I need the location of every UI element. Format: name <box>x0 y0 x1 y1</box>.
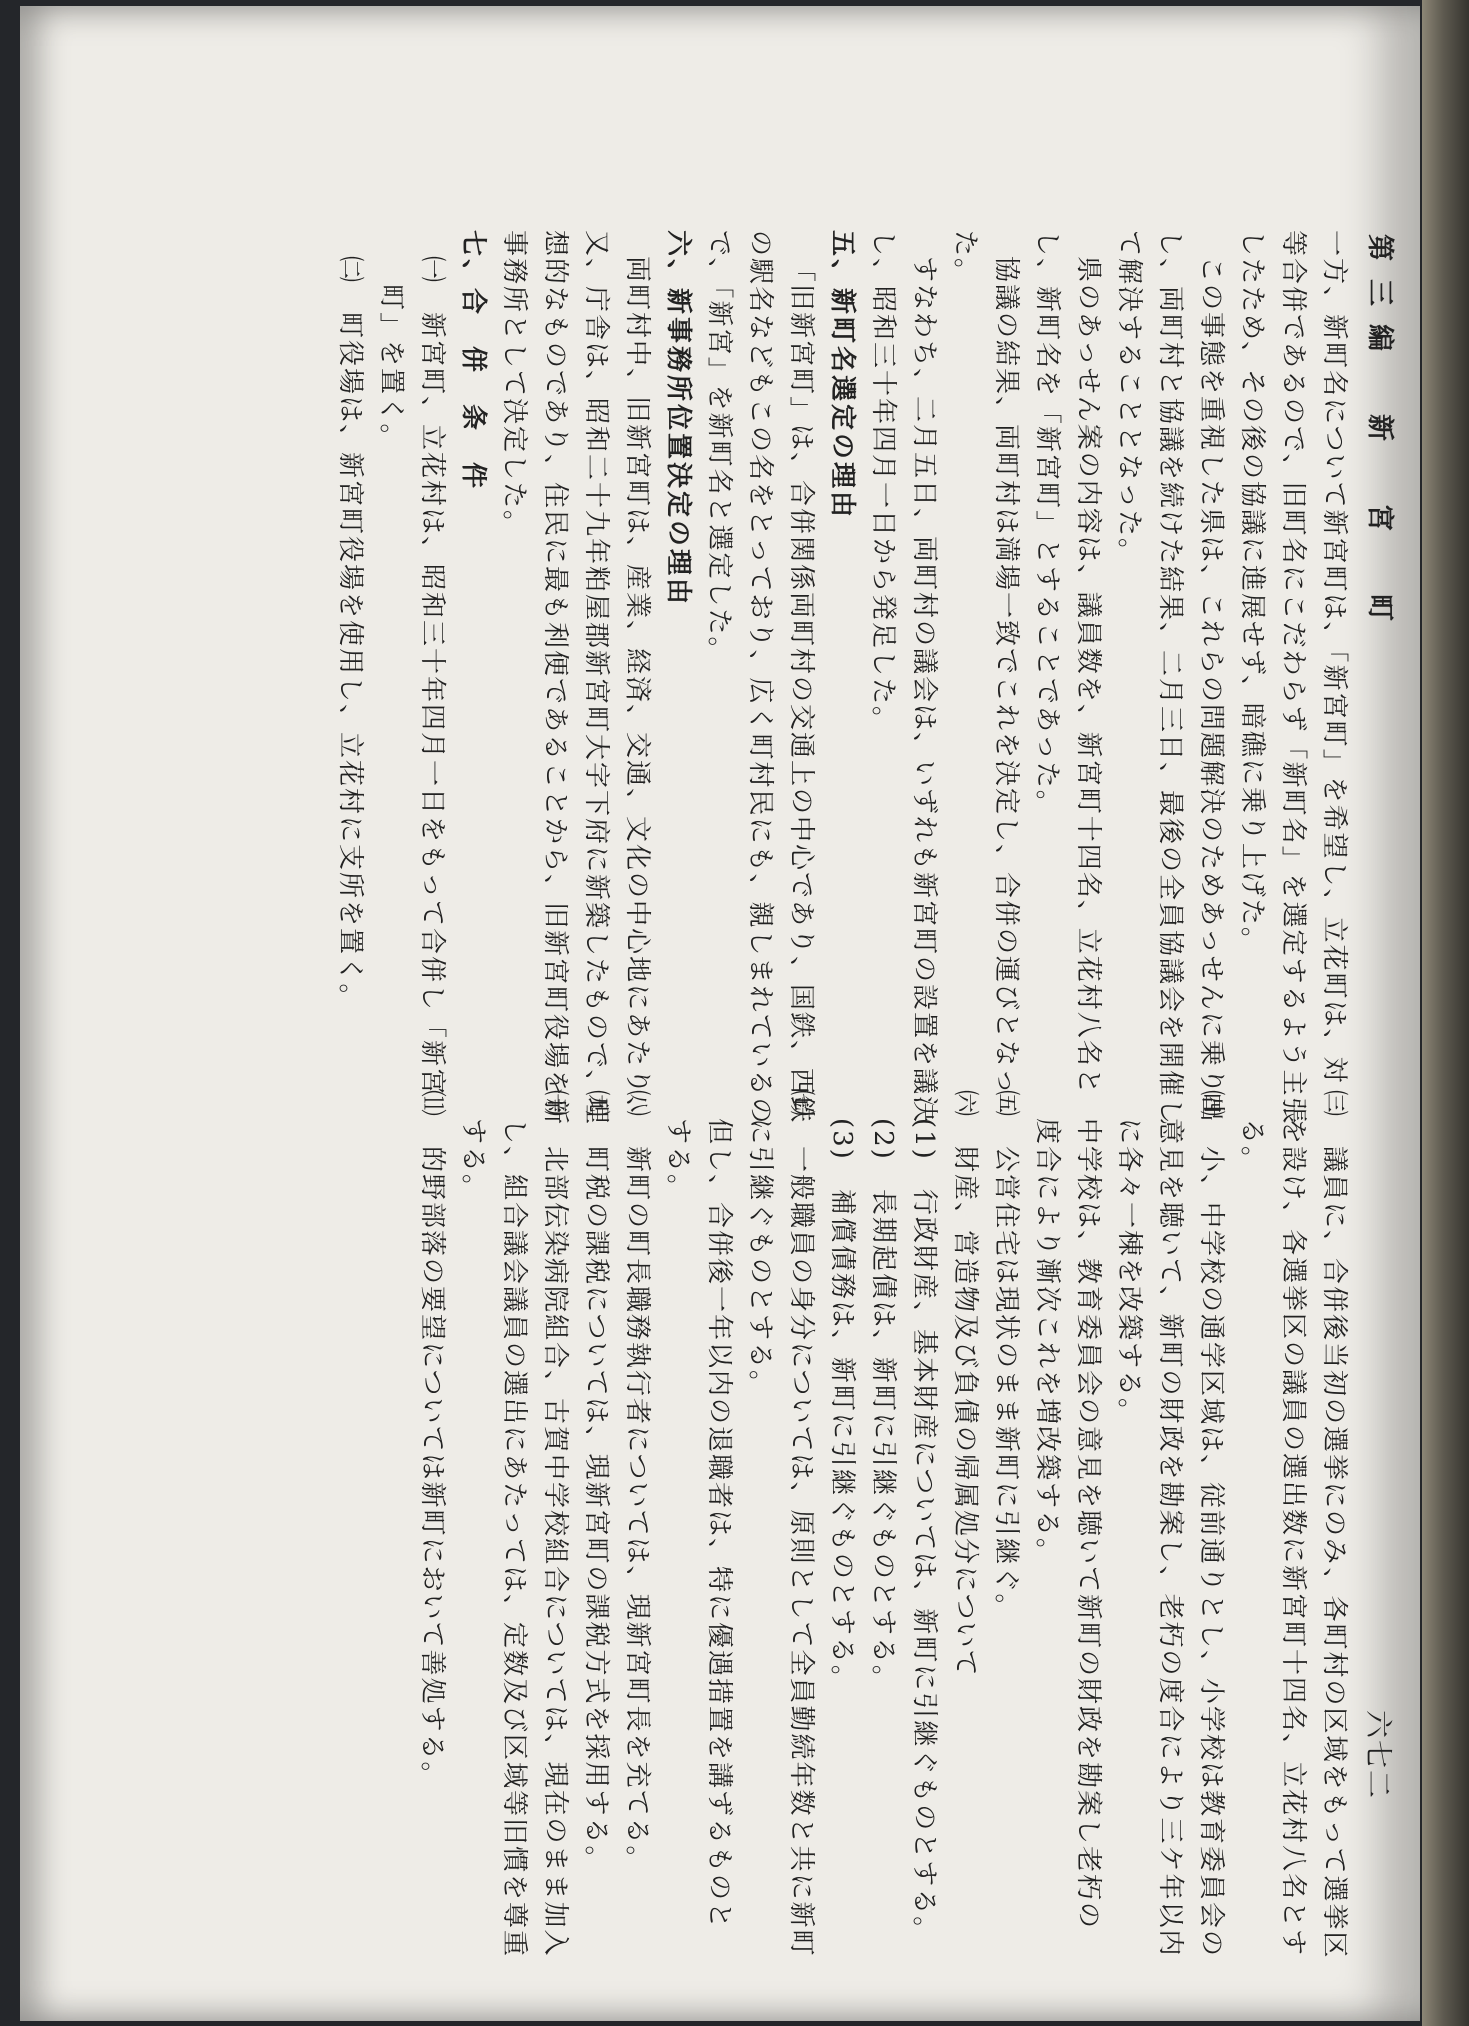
text-line: ㈢ 議員に、合併後当初の選挙にのみ、各町村の区域をもって選挙区 <box>1319 1090 1349 1960</box>
page-number: 六七二 <box>1362 1710 1395 1801</box>
text-line: (2) 長期起債は、新町に引継ぐものとする。 <box>868 1090 898 1693</box>
text-line: 両町村中、旧新宮町は、産業、経済、交通、文化の中心地にあたり、 <box>622 256 652 1125</box>
text-line: ㈡ 町役場は、新宮町役場を使用し、立花村に支所を置く。 <box>335 256 365 1012</box>
text-line: (3) 補償債務は、新町に引継ぐものとする。 <box>827 1090 857 1693</box>
text-line: ⑾ 的野部落の要望については新町において善処する。 <box>417 1090 447 1790</box>
text-line: し、新町名を「新宮町」とすることであった。 <box>1032 230 1062 818</box>
text-line: (1) 行政財産、基本財産については、新町に引継ぐものとする。 <box>909 1090 939 1945</box>
text-line: ㈣ 小、中学校の通学区域は、従前通りとし、小学校は教育委員会の <box>1196 1090 1226 1959</box>
section-heading-7: 七、合 併 条 件 <box>458 230 488 492</box>
text-line: た。 <box>950 230 980 287</box>
text-line: し、両町村と協議を続けた結果、二月三日、最後の全員協議会を開催し <box>1155 230 1185 1127</box>
text-line: 一方、新町名について新宮町は、「新宮町」を希望し、立花町は、対 <box>1319 230 1349 1085</box>
text-line: 又、庁舎は、昭和二十九年粕屋郡新宮町大字下府に新築したもので、理 <box>581 230 611 1126</box>
text-line: 意見を聴いて、新町の財政を勘案し、老朽の度合により三ケ年以内 <box>1155 1090 1185 1958</box>
lower-text <box>411 1090 1354 1960</box>
running-head: 第三編 新 宮 町 <box>1364 234 1395 639</box>
text-line: 事務所として決定した。 <box>499 230 529 539</box>
text-line: ㈠ 新宮町、立花村は、昭和三十年四月一日をもって合併し「新宮 <box>417 256 447 1097</box>
text-line: ㈧ 新町の町長職務執行者については、現新宮町長を充てる。 <box>622 1090 652 1874</box>
text-line: すなわち、二月五日、両町村の議会は、いずれも新宮町の設置を議決 <box>909 256 939 1125</box>
text-line: ㈨ 町税の課税については、現新宮町の課税方式を採用する。 <box>581 1090 611 1874</box>
section-heading-5: 五、新町名選定の理由 <box>827 230 857 521</box>
text-line: 等合併であるので、旧町名にこだわらず「新町名」を選定するよう主張 <box>1278 230 1308 1126</box>
text-line: 県のあっせん案の内容は、議員数を、新宮町十四名、立花村八名と <box>1073 256 1103 1096</box>
text-line: ㈩ 北部伝染病院組合、古賀中学校組合については、現在のまま加入 <box>540 1090 570 1958</box>
text-line: で、「新宮」を新町名と選定した。 <box>704 230 734 665</box>
section-heading-6: 六、新事務所位置決定の理由 <box>663 230 693 608</box>
text-line: ㈦ 一般職員の身分については、原則として全員勤続年数と共に新町 <box>786 1090 816 1958</box>
text-line: 度合により漸次これを増改築する。 <box>1032 1090 1062 1567</box>
upper-text <box>329 230 1354 1126</box>
text-line: 中学校は、教育委員会の意見を聴いて新町の財政を勘案し老朽の <box>1073 1090 1103 1931</box>
book-edge <box>1422 0 1469 2026</box>
text-line: を設け、各選挙区の議員の選出数に新宮町十四名、立花村八名とす <box>1278 1090 1308 1957</box>
text-line: ㈤ 公営住宅は現状のまま新町に引継ぐ。 <box>991 1090 1021 1622</box>
text-line: 但し、合併後一年以内の退職者は、特に優遇措置を講ずるものと <box>704 1090 734 1931</box>
text-line: したため、その後の協議に進展せず、暗礁に乗り上げた。 <box>1237 230 1267 955</box>
text-line: 協議の結果、両町村は満場一致でこれを決定し、合併の運びとなっ <box>991 256 1021 1097</box>
text-line: する。 <box>663 1090 693 1203</box>
text-line: に引継ぐものとする。 <box>745 1090 775 1399</box>
text-line: に各々一棟を改築する。 <box>1114 1090 1144 1427</box>
text-line: ㈥ 財産、営造物及び負債の帰属処分について <box>950 1090 980 1678</box>
text-line: する。 <box>458 1090 488 1203</box>
text-line: 想的なものであり、住民に最も利便であることから、旧新宮町役場を新 <box>540 230 570 1127</box>
text-line: 「旧新宮町」は、合併関係両町村の交通上の中心であり、国鉄、西鉄 <box>786 256 816 1125</box>
text-line: の駅名などもこの名をとっており、広く町村民にも、親しまれているの <box>745 230 775 1126</box>
text-line: る。 <box>1237 1090 1267 1175</box>
rotated-text-block <box>30 230 1420 1960</box>
text-line: し、組合議会議員の選出にあたっては、定数及び区域等旧慣を尊重 <box>499 1090 529 1959</box>
text-line: て解決することとなった。 <box>1114 230 1144 567</box>
text-line: し、昭和三十年四月一日から発足した。 <box>868 230 898 735</box>
text-line: 町」を置く。 <box>376 256 406 452</box>
text-line: この事態を重視した県は、これらの問題解決のためあっせんに乗り出 <box>1196 256 1226 1124</box>
